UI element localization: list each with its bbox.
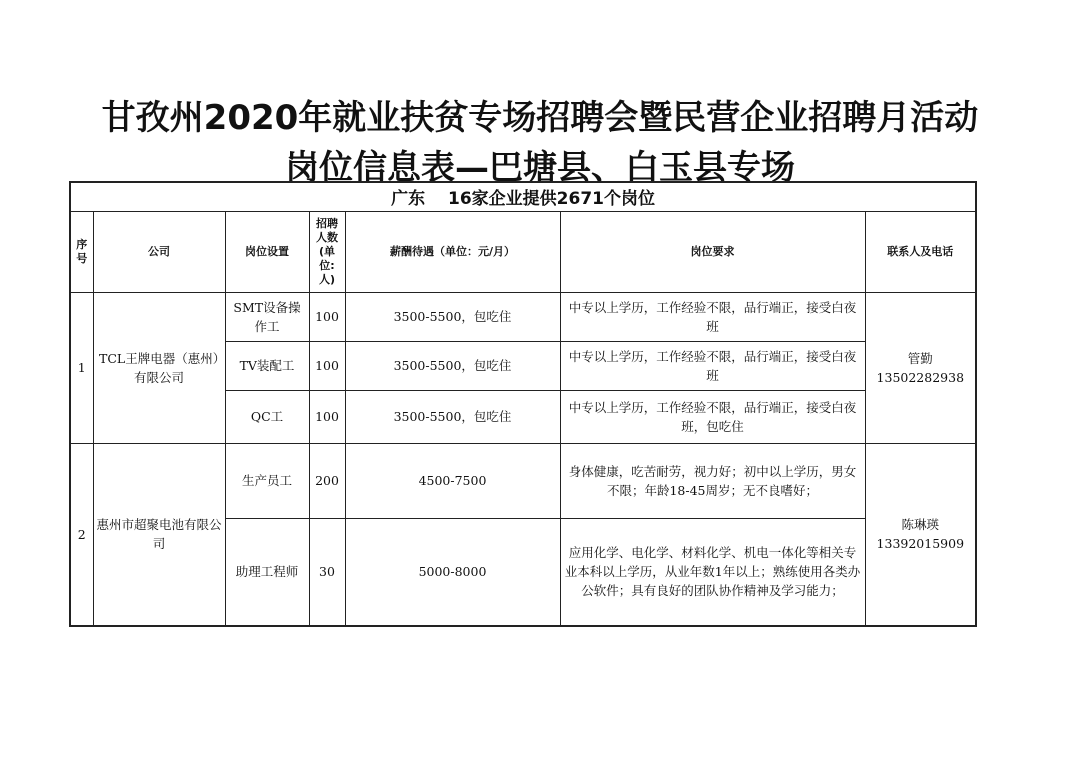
region-header: 广东 16家企业提供2671个岗位 — [70, 182, 976, 211]
job-info-table — [69, 181, 977, 627]
job-headcount: 100 — [309, 341, 345, 390]
job-requirements: 应用化学、电化学、材料化学、机电一体化等相关专业本科以上学历，从业年数1年以上；熟练使用各类办公软件；具有良好的团队协作精神及学习能力； — [560, 518, 865, 626]
document-title-line2: 岗位信息表—巴塘县、白玉县专场 — [285, 148, 795, 188]
job-salary: 4500-7500 — [345, 443, 560, 518]
company-name: 惠州市超聚电池有限公司 — [93, 443, 225, 626]
job-headcount: 200 — [309, 443, 345, 518]
job-headcount: 100 — [309, 390, 345, 443]
job-salary: 3500-5500，包吃住 — [345, 390, 560, 443]
col-header-headcount: 招聘人数(单位:人) — [309, 211, 345, 292]
company-no: 1 — [70, 292, 93, 443]
contact-name: 管勤 — [907, 350, 933, 366]
job-position: 助理工程师 — [225, 518, 309, 626]
job-position: 生产员工 — [225, 443, 309, 518]
col-header-position: 岗位设置 — [225, 211, 309, 292]
col-header-no: 序号 — [70, 211, 93, 292]
col-header-requirements: 岗位要求 — [560, 211, 865, 292]
contact-name: 陈琳瑛 — [901, 517, 940, 533]
col-header-contact: 联系人及电话 — [865, 211, 976, 292]
column-header-row — [70, 211, 976, 292]
contact-phone: 13392015909 — [876, 536, 965, 552]
table-row — [70, 443, 976, 518]
job-requirements: 身体健康，吃苦耐劳，视力好；初中以上学历，男女不限；年龄18-45周岁；无不良嗜好； — [560, 443, 865, 518]
col-header-company: 公司 — [93, 211, 225, 292]
company-name: TCL王牌电器（惠州）有限公司 — [93, 292, 225, 443]
job-requirements: 中专以上学历，工作经验不限，品行端正，接受白夜班 — [560, 341, 865, 390]
col-header-salary: 薪酬待遇（单位：元/月） — [345, 211, 560, 292]
contact-cell — [865, 443, 976, 626]
job-salary: 5000-8000 — [345, 518, 560, 626]
job-position: TV装配工 — [225, 341, 309, 390]
job-salary: 3500-5500，包吃住 — [345, 341, 560, 390]
job-position: QC工 — [225, 390, 309, 443]
job-position: SMT设备操作工 — [225, 292, 309, 341]
contact-phone: 13502282938 — [876, 369, 965, 385]
job-salary: 3500-5500，包吃住 — [345, 292, 560, 341]
table-row — [70, 292, 976, 341]
job-headcount: 30 — [309, 518, 345, 626]
document-title-line1: 甘孜州2020年就业扶贫专场招聘会暨民营企业招聘月活动 — [101, 98, 979, 138]
company-no: 2 — [70, 443, 93, 626]
job-requirements: 中专以上学历，工作经验不限，品行端正，接受白夜班，包吃住 — [560, 390, 865, 443]
job-requirements: 中专以上学历，工作经验不限，品行端正，接受白夜班 — [560, 292, 865, 341]
region-header-row — [70, 182, 976, 211]
contact-cell — [865, 292, 976, 443]
job-headcount: 100 — [309, 292, 345, 341]
